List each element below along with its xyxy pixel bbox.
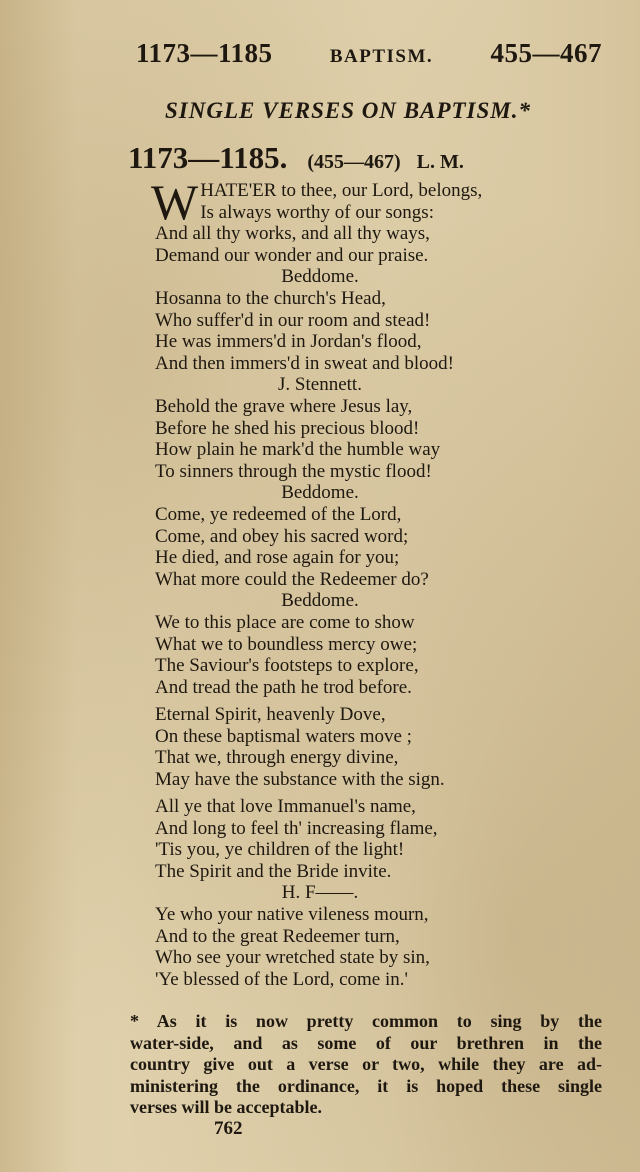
verse-line: And to the great Redeemer turn, [155, 925, 400, 947]
verse-line: Who suffer'd in our room and stead! [155, 309, 431, 331]
stanza-attribution: Beddome. [281, 482, 359, 503]
page-number: 762 [214, 1118, 243, 1139]
verse-line: On these baptismal waters move ; [155, 725, 412, 747]
stanza-7 [155, 796, 585, 882]
verse-line: To sinners through the mystic flood! [155, 460, 432, 482]
header-section-title: BAPTISM. [329, 46, 434, 67]
header-old-number-range: 455—467 [490, 38, 602, 68]
verse-line: And long to feel th' increasing flame, [155, 817, 438, 839]
footnote-line: country give out a verse or two, while they are ad- [130, 1054, 602, 1074]
header-hymn-range: 1173—1185 [136, 38, 273, 68]
footnote-line: ministering the ordinance, it is hoped these single [130, 1075, 602, 1096]
footnote [130, 1011, 602, 1119]
verse-line: Is always worthy of our songs: [200, 201, 434, 223]
verse-line: Who see your wretched state by sin, [155, 947, 430, 968]
verse-line: 'Ye blessed of the Lord, come in.' [155, 968, 408, 990]
stanza-8 [155, 904, 585, 990]
verse-line: The Spirit and the Bride invite. [155, 860, 392, 882]
stanza-4 [155, 504, 585, 590]
stanza-6 [155, 704, 585, 790]
verse-line: He died, and rose again for you; [155, 547, 400, 568]
verse-line: That we, through energy divine, [155, 747, 399, 768]
verse-line: Eternal Spirit, heavenly Dove, [155, 704, 386, 725]
verse-line: What we to boundless mercy owe; [155, 633, 418, 655]
verse-line: May have the substance with the sign. [155, 768, 445, 790]
verse-line: What more could the Redeemer do? [155, 568, 429, 590]
verse-line: How plain he mark'd the humble way [155, 439, 441, 460]
verse-line: And tread the path he trod before. [155, 676, 412, 698]
verse-line: Come, and obey his sacred word; [155, 525, 409, 547]
hymn-meter: L. M. [416, 151, 464, 173]
verse-line: HATE'ER to thee, our Lord, belongs, [200, 180, 483, 201]
verse-line: Ye who your native vileness mourn, [155, 904, 429, 925]
verse-line: And then immers'd in sweat and blood! [155, 352, 454, 374]
verse-line: Come, ye redeemed of the Lord, [155, 504, 402, 525]
footnote-line: verses will be acceptable. [130, 1097, 322, 1117]
verse-line: He was immers'd in Jordan's flood, [155, 331, 422, 352]
verse-line: Behold the grave where Jesus lay, [155, 396, 413, 417]
verse-line: Hosanna to the church's Head, [155, 288, 386, 309]
hymn-heading [128, 140, 598, 176]
verse-line: We to this place are come to show [155, 612, 415, 633]
hymn-old-range: (455—467) [307, 151, 401, 173]
running-header [136, 38, 602, 74]
footnote-line: water-side, and as some of our brethren in the [130, 1032, 602, 1053]
footnote-line: * As it is now pretty common to sing by the [130, 1011, 602, 1031]
stanza-2 [155, 288, 585, 374]
section-title: SINGLE VERSES ON BAPTISM.* [165, 98, 531, 123]
verse-line: Demand our wonder and our praise. [155, 244, 429, 266]
verse-line: Before he shed his precious blood! [155, 417, 420, 439]
stanza-1 [151, 174, 585, 266]
stanza-attribution: H. F——. [281, 882, 359, 903]
drop-cap: W [151, 174, 199, 230]
verse-line: And all thy works, and all thy ways, [155, 223, 430, 244]
stanza-attribution: Beddome. [281, 590, 359, 611]
hymn-number: 1173—1185. [128, 140, 288, 175]
stanza-5 [155, 612, 585, 698]
stanza-3 [155, 396, 585, 482]
verses-column [151, 174, 585, 990]
stanza-attribution: J. Stennett. [278, 374, 362, 395]
verse-line: All ye that love Immanuel's name, [155, 796, 416, 817]
verse-line: 'Tis you, ye children of the light! [155, 839, 405, 860]
verse-line: The Saviour's footsteps to explore, [155, 655, 419, 676]
stanza-attribution: Beddome. [281, 266, 359, 287]
